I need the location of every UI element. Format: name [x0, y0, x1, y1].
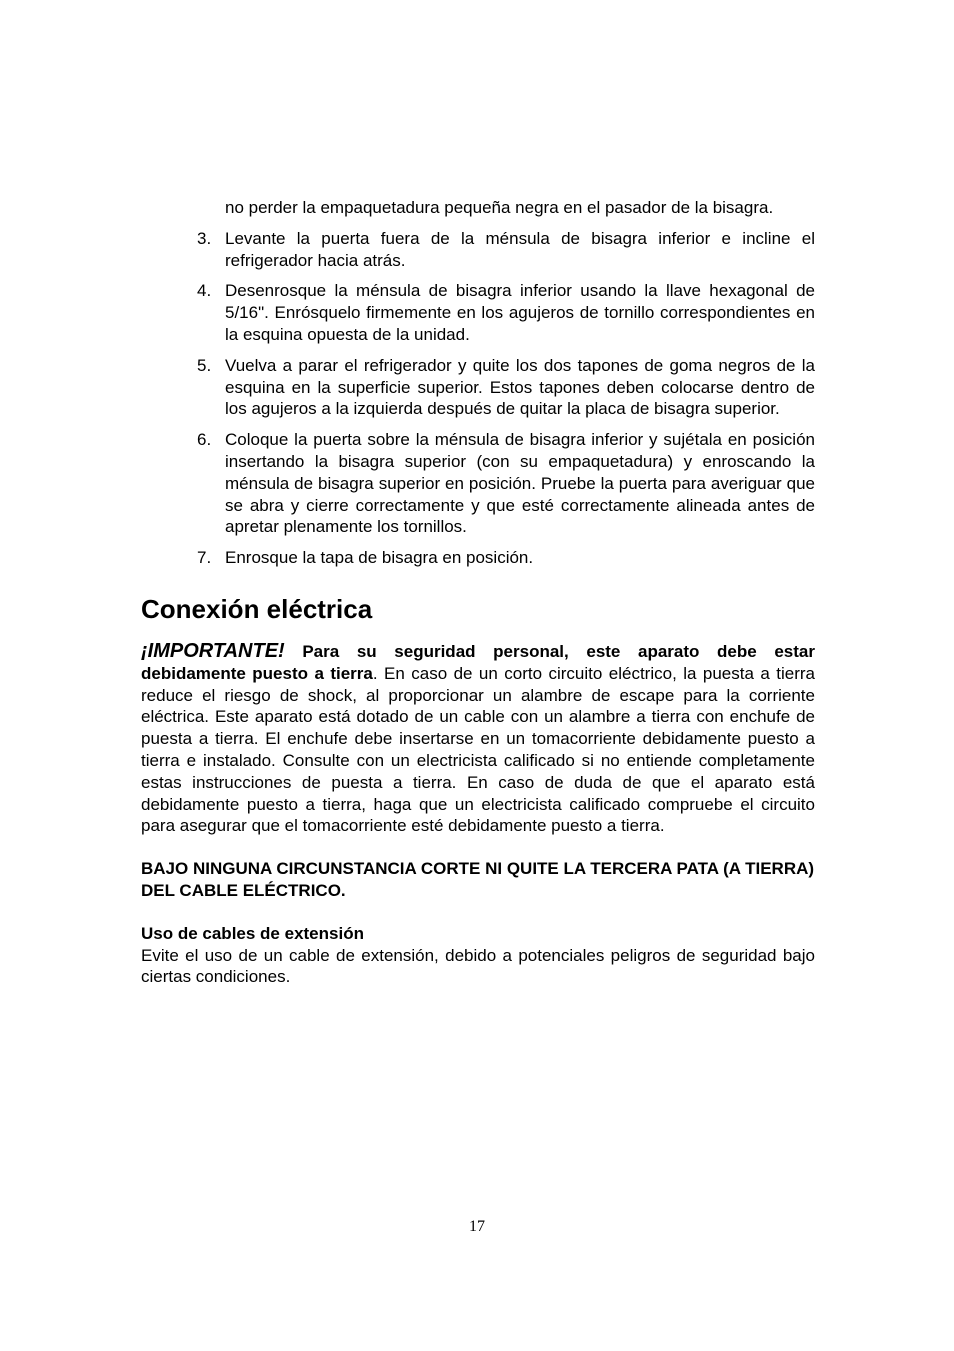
list-item — [141, 228, 815, 272]
step-number: 3. — [197, 228, 212, 248]
important-bold-text: Para su seguridad personal, este aparato debe estar debidamente puesto a tierra — [141, 641, 815, 683]
step-text: Vuelva a parar el refrigerador y quite los dos tapones de goma negros de la esquina en la superficie superior. Estos tapones deben colocarse dentro de los agujeros a la izquierda después de quitar la placa de bisagra superior. — [225, 355, 815, 419]
list-item — [141, 280, 815, 345]
extension-text: Evite el uso de un cable de extensión, debido a potenciales peligros de seguridad bajo ciertas condiciones. — [141, 945, 815, 987]
step-text: Levante la puerta fuera de la ménsula de bisagra inferior e incline el refrigerador hacia atrás. — [225, 228, 815, 270]
list-item — [141, 547, 815, 569]
step-number: 5. — [197, 355, 212, 375]
step-text: Desenrosque la ménsula de bisagra inferior usando la llave hexagonal de 5/16". Enrósquelo firmemente en los agujeros de tornillo correspondientes en la esquina opuesta de la unidad. — [225, 281, 815, 344]
page-content — [141, 197, 815, 988]
step-number: 7. — [197, 548, 212, 568]
important-body-text: . En caso de un corto circuito eléctrico, la puesta a tierra reduce el riesgo de shock, al proporcionar un alambre de escape para la corriente eléctrica. Este aparato está dotado de un cable con un alambre a tierra con enchufe de puesta a tierra. El enchufe debe insertarse en un tomacorriente debidamente puesto a tierra e instalado. Consulte con un electricista calificado si no entiende completamente estas instrucciones de puesta a tierra. En caso de duda de que el aparato está debidamente puesto a tierra, haga que un electricista calificado compruebe el circuito para asegurar que el tomacorriente esté debidamente puesto a tierra. — [141, 663, 815, 836]
section-title: Conexión eléctrica — [141, 593, 373, 624]
warning-text: BAJO NINGUNA CIRCUNSTANCIA CORTE NI QUITE LA TERCERA PATA (A TIERRA) DEL CABLE ELÉCTRICO. — [141, 859, 815, 900]
step-number: 4. — [197, 281, 212, 301]
steps-list — [141, 228, 815, 569]
step-number: 6. — [197, 430, 212, 450]
important-paragraph — [141, 641, 815, 837]
list-item — [141, 429, 815, 538]
page-number: 17 — [469, 1218, 485, 1235]
extension-heading: Uso de cables de extensión — [141, 923, 364, 943]
step-text: Coloque la puerta sobre la ménsula de bisagra inferior y sujétala en posición insertando la bisagra superior (con su empaquetadura) y enroscando la ménsula de bisagra superior en posición. Pruebe la puerta para averiguar que se abra y cierre correctamente y que esté correctamente alineada antes de apretar plenamente los tornillos. — [225, 430, 815, 537]
important-label: ¡IMPORTANTE! — [141, 639, 285, 662]
step-text: Enrosque la tapa de bisagra en posición. — [225, 548, 534, 568]
list-item — [141, 355, 815, 420]
continuation-paragraph: no perder la empaquetadura pequeña negra en el pasador de la bisagra. — [225, 198, 774, 217]
